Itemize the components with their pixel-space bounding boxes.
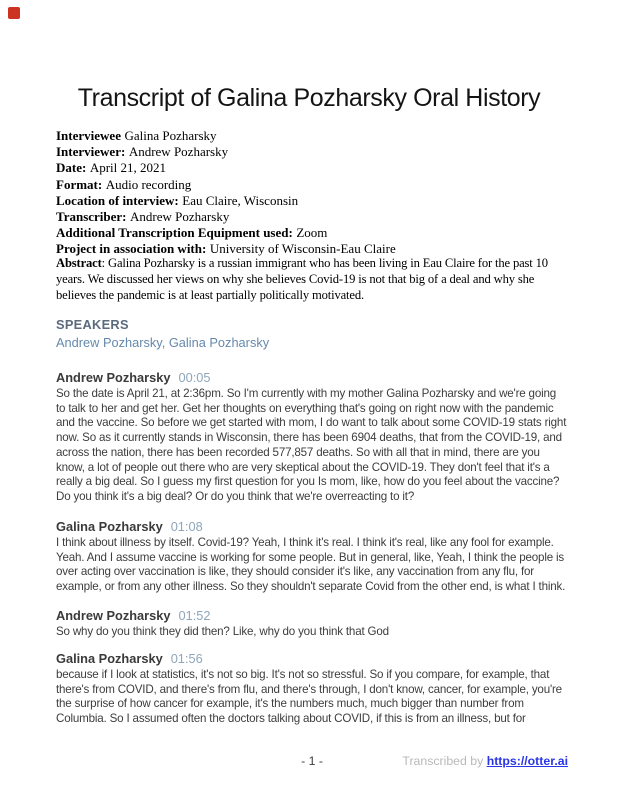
page-title: Transcript of Galina Pozharsky Oral History [77, 84, 541, 112]
dialogue-turn [56, 519, 568, 595]
turn-text: So the date is April 21, at 2:36pm. So I'm currently with my mother Galina Pozharsky and we're going to talk to her and get her. Get her thoughts on everything that's going on right now with the pandemic and the vaccine. So before we get started with mom, I do want to talk about some COVID-19 stats right now. So as it currently stands in Wisconsin, there has been 6904 deaths, that from the COVID-19, and across the nation, there has been recorded 577,857 deaths. So with all that in mind, there are you know, a lot of people out there who are very skeptical about the COVID-19. They don't feel that it's a really a big deal. So I guess my first question for you Is mom, like, how do you feel about the vaccine? Do you think it's a big deal? Or do you think that we're overreacting to it? [56, 387, 567, 503]
metadata-line-interviewer [56, 144, 568, 160]
metadata-label: Additional Transcription Equipment used: [56, 225, 293, 241]
abstract-label: Abstract [56, 256, 102, 270]
metadata-value: April 21, 2021 [89, 160, 167, 176]
abstract-paragraph [56, 255, 568, 304]
metadata-label: Transcriber: [56, 209, 127, 225]
timestamp: 01:08 [170, 519, 203, 534]
speakers-list: Andrew Pozharsky, Galina Pozharsky [56, 335, 270, 350]
speaker-name: Galina Pozharsky [56, 651, 163, 666]
dialogue-turn [56, 651, 568, 727]
metadata-value: Andrew Pozharsky [128, 144, 229, 160]
speaker-name: Andrew Pozharsky [56, 608, 171, 623]
metadata-value: Andrew Pozharsky [130, 209, 230, 225]
red-annotation-marker-icon [8, 7, 20, 19]
metadata-value: University of Wisconsin-Eau Claire [209, 241, 396, 257]
turn-text: because if I look at statistics, it's not so big. It's not so stressful. So if you compare, for example, that there's from COVID, and there's from flu, and there's through, I don't know, cancer, for example, you're the surprise of how cancer for example, it's the numbers much, much bigger than number from Columbia. So I assumed often the doctors talking about COVID, if this is from an illness, but for [56, 668, 562, 726]
abstract-text: : Galina Pozharsky is a russian immigrant who has been living in Eau Claire for the past 10 years. We discussed her views on why she believes Covid-19 is not that big of a deal and why she believes the pandemic is at least partially politically motivated. [56, 256, 548, 303]
metadata-line-location [56, 193, 568, 209]
metadata-value: Audio recording [105, 176, 192, 192]
otter-ai-link[interactable]: https://otter.ai [486, 754, 568, 768]
timestamp: 01:52 [178, 608, 211, 623]
metadata-label: Location of interview: [56, 192, 179, 208]
metadata-line-date [56, 160, 568, 176]
metadata-block [56, 128, 568, 258]
transcribed-by-note [402, 754, 568, 769]
turn-header [56, 651, 568, 666]
turn-text: I think about illness by itself. Covid-19? Yeah, I think it's real. I think it's real, like any fool for example. Yeah. And I assume vaccine is working for some people. But in general, like, Yeah, I think the people is over acting over vaccination is like, they should consider it's like, any vaccination from any flu, for example, or from any other illness. So they shouldn't separate Covid from the other end, is what I think. [56, 536, 566, 594]
turn-header [56, 519, 568, 534]
dialogue-turn [56, 608, 568, 640]
turn-header [56, 608, 568, 623]
metadata-value: Galina Pozharsky [124, 128, 217, 143]
timestamp: 01:56 [170, 651, 203, 666]
metadata-label: Format: [56, 176, 103, 192]
metadata-value: Zoom [296, 225, 328, 241]
metadata-label: Project in association with: [56, 241, 207, 257]
metadata-line-equipment [56, 225, 568, 241]
page-number: - 1 - [301, 754, 323, 768]
speaker-name: Galina Pozharsky [56, 519, 163, 534]
metadata-label: Interviewer: [56, 144, 126, 160]
turn-text: So why do you think they did then? Like, why do you think that God [56, 625, 389, 638]
turn-header [56, 370, 568, 385]
metadata-line-format [56, 177, 568, 193]
dialogue-turn [56, 370, 568, 505]
page-footer [56, 754, 568, 770]
dialogue-section [56, 0, 568, 800]
metadata-value: Eau Claire, Wisconsin [182, 192, 299, 208]
metadata-line-interviewee [56, 128, 568, 144]
speakers-header: SPEAKERS [56, 317, 129, 332]
speakers-section [56, 317, 568, 351]
timestamp: 00:05 [178, 370, 211, 385]
transcribed-by-label: Transcribed by [402, 754, 487, 768]
metadata-line-transcriber [56, 209, 568, 225]
metadata-label: Date: [56, 160, 87, 176]
metadata-label: Interviewee [56, 128, 121, 143]
speaker-name: Andrew Pozharsky [56, 370, 171, 385]
